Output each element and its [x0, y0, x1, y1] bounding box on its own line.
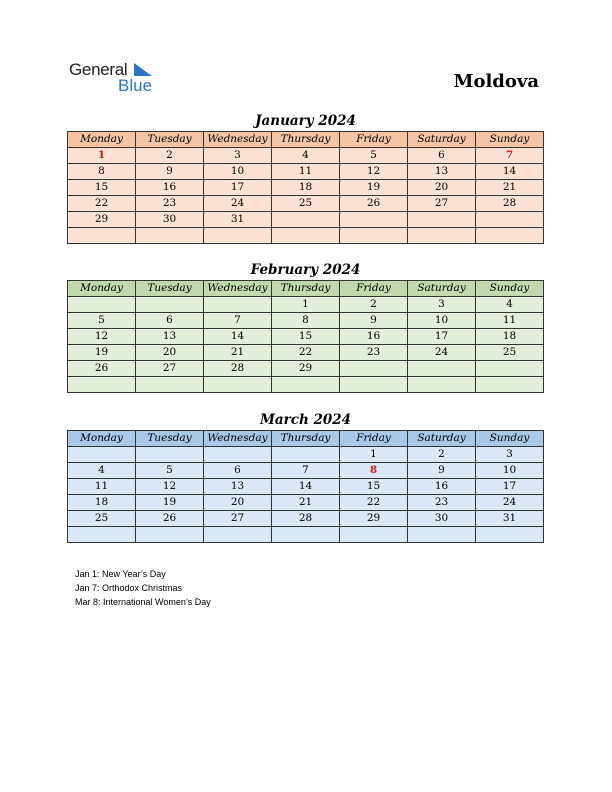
day-cell: 22 — [68, 196, 136, 212]
holiday-note: Mar 8: International Women’s Day — [75, 597, 211, 607]
day-cell: 15 — [340, 479, 408, 495]
day-cell: 10 — [408, 313, 476, 329]
day-cell: 5 — [136, 463, 204, 479]
day-cell: 31 — [204, 212, 272, 228]
day-cell — [68, 447, 136, 463]
day-cell: 29 — [272, 361, 340, 377]
day-cell: 2 — [408, 447, 476, 463]
holiday-note: Jan 1: New Year’s Day — [75, 569, 166, 579]
day-cell — [476, 228, 544, 244]
day-cell — [204, 527, 272, 543]
day-cell: 4 — [272, 148, 340, 164]
weekday-header: Monday — [68, 132, 136, 148]
day-cell: 1 — [340, 447, 408, 463]
day-cell: 18 — [68, 495, 136, 511]
week-row — [68, 377, 544, 393]
day-cell: 7 — [204, 313, 272, 329]
day-cell-holiday: 7 — [476, 148, 544, 164]
day-cell — [68, 297, 136, 313]
day-cell-holiday: 1 — [68, 148, 136, 164]
day-cell: 21 — [272, 495, 340, 511]
day-cell — [136, 527, 204, 543]
day-cell — [408, 361, 476, 377]
day-cell: 20 — [136, 345, 204, 361]
weekday-header: Monday — [68, 431, 136, 447]
week-row — [68, 313, 544, 329]
week-row — [68, 511, 544, 527]
day-cell: 3 — [408, 297, 476, 313]
day-cell: 21 — [204, 345, 272, 361]
day-cell: 31 — [476, 511, 544, 527]
day-cell: 5 — [340, 148, 408, 164]
day-cell — [408, 228, 476, 244]
day-cell — [476, 361, 544, 377]
day-cell — [136, 228, 204, 244]
day-cell: 8 — [68, 164, 136, 180]
day-cell: 18 — [272, 180, 340, 196]
day-cell: 10 — [476, 463, 544, 479]
day-cell — [136, 447, 204, 463]
day-cell: 12 — [68, 329, 136, 345]
month-title: January 2024 — [255, 113, 356, 129]
logo-text-blue: Blue — [118, 76, 153, 95]
day-cell: 23 — [340, 345, 408, 361]
day-cell — [204, 377, 272, 393]
week-row — [68, 361, 544, 377]
day-cell: 28 — [272, 511, 340, 527]
weekday-header: Thursday — [272, 132, 340, 148]
weekday-header: Tuesday — [136, 431, 204, 447]
calendar-table — [67, 131, 544, 244]
day-cell: 25 — [476, 345, 544, 361]
week-row — [68, 479, 544, 495]
month-title: March 2024 — [259, 412, 352, 428]
day-cell: 22 — [340, 495, 408, 511]
day-cell: 22 — [272, 345, 340, 361]
day-cell: 6 — [204, 463, 272, 479]
weekday-header: Friday — [340, 281, 408, 297]
holiday-list — [75, 567, 211, 609]
day-cell: 21 — [476, 180, 544, 196]
week-row — [68, 196, 544, 212]
day-cell — [340, 527, 408, 543]
day-cell — [204, 447, 272, 463]
day-cell: 17 — [408, 329, 476, 345]
day-cell: 28 — [476, 196, 544, 212]
weekday-header: Wednesday — [204, 281, 272, 297]
day-cell: 30 — [408, 511, 476, 527]
day-cell: 14 — [476, 164, 544, 180]
day-cell: 8 — [272, 313, 340, 329]
month-february — [67, 260, 544, 393]
week-row — [68, 148, 544, 164]
week-row — [68, 527, 544, 543]
day-cell: 11 — [272, 164, 340, 180]
week-row — [68, 495, 544, 511]
day-cell: 11 — [476, 313, 544, 329]
day-cell: 24 — [476, 495, 544, 511]
day-cell: 17 — [476, 479, 544, 495]
day-cell: 3 — [204, 148, 272, 164]
calendar-table — [67, 280, 544, 393]
day-cell — [408, 377, 476, 393]
day-cell: 26 — [68, 361, 136, 377]
week-row — [68, 180, 544, 196]
day-cell: 19 — [68, 345, 136, 361]
day-cell: 24 — [408, 345, 476, 361]
day-cell: 16 — [408, 479, 476, 495]
weekday-header-row — [68, 132, 544, 148]
day-cell: 30 — [136, 212, 204, 228]
day-cell: 11 — [68, 479, 136, 495]
logo-text-general: General — [69, 60, 128, 79]
weekday-header-row — [68, 281, 544, 297]
week-row — [68, 297, 544, 313]
day-cell: 9 — [408, 463, 476, 479]
day-cell — [272, 228, 340, 244]
day-cell — [340, 212, 408, 228]
generalblue-logo — [69, 60, 169, 96]
week-row — [68, 212, 544, 228]
day-cell: 27 — [136, 361, 204, 377]
weekday-header-row — [68, 431, 544, 447]
day-cell: 20 — [204, 495, 272, 511]
day-cell: 12 — [136, 479, 204, 495]
weekday-header: Wednesday — [204, 431, 272, 447]
day-cell-holiday: 8 — [340, 463, 408, 479]
country-title: Moldova — [453, 71, 539, 92]
holiday-note: Jan 7: Orthodox Christmas — [75, 583, 183, 593]
weekday-header: Friday — [340, 431, 408, 447]
day-cell: 19 — [340, 180, 408, 196]
day-cell — [340, 377, 408, 393]
logo-triangle-icon — [134, 63, 154, 77]
day-cell — [408, 212, 476, 228]
day-cell — [272, 527, 340, 543]
day-cell: 25 — [272, 196, 340, 212]
weekday-header: Thursday — [272, 281, 340, 297]
day-cell: 13 — [204, 479, 272, 495]
day-cell — [68, 228, 136, 244]
day-cell — [476, 527, 544, 543]
day-cell: 27 — [204, 511, 272, 527]
weekday-header: Monday — [68, 281, 136, 297]
weekday-header: Sunday — [476, 431, 544, 447]
day-cell — [136, 377, 204, 393]
day-cell: 6 — [408, 148, 476, 164]
day-cell: 23 — [136, 196, 204, 212]
day-cell: 12 — [340, 164, 408, 180]
day-cell: 6 — [136, 313, 204, 329]
day-cell: 9 — [340, 313, 408, 329]
day-cell: 14 — [204, 329, 272, 345]
weekday-header: Tuesday — [136, 281, 204, 297]
day-cell — [340, 361, 408, 377]
week-row — [68, 164, 544, 180]
weekday-header: Sunday — [476, 281, 544, 297]
weekday-header: Wednesday — [204, 132, 272, 148]
day-cell: 3 — [476, 447, 544, 463]
week-row — [68, 345, 544, 361]
day-cell: 26 — [340, 196, 408, 212]
day-cell: 27 — [408, 196, 476, 212]
weekday-header: Saturday — [408, 431, 476, 447]
day-cell: 16 — [136, 180, 204, 196]
day-cell: 17 — [204, 180, 272, 196]
weekday-header: Friday — [340, 132, 408, 148]
day-cell: 2 — [340, 297, 408, 313]
day-cell: 24 — [204, 196, 272, 212]
day-cell: 19 — [136, 495, 204, 511]
month-january — [67, 111, 544, 244]
day-cell: 4 — [476, 297, 544, 313]
week-row — [68, 447, 544, 463]
day-cell: 2 — [136, 148, 204, 164]
day-cell — [68, 527, 136, 543]
day-cell: 13 — [136, 329, 204, 345]
weekday-header: Saturday — [408, 281, 476, 297]
day-cell — [476, 377, 544, 393]
week-row — [68, 228, 544, 244]
day-cell: 9 — [136, 164, 204, 180]
day-cell: 28 — [204, 361, 272, 377]
day-cell: 5 — [68, 313, 136, 329]
day-cell — [408, 527, 476, 543]
week-row — [68, 329, 544, 345]
day-cell — [272, 212, 340, 228]
week-row — [68, 463, 544, 479]
weekday-header: Sunday — [476, 132, 544, 148]
weekday-header: Thursday — [272, 431, 340, 447]
weekday-header: Tuesday — [136, 132, 204, 148]
day-cell: 16 — [340, 329, 408, 345]
day-cell — [136, 297, 204, 313]
day-cell — [340, 228, 408, 244]
calendar-table — [67, 430, 544, 543]
day-cell: 20 — [408, 180, 476, 196]
day-cell — [204, 297, 272, 313]
day-cell — [204, 228, 272, 244]
day-cell: 25 — [68, 511, 136, 527]
day-cell: 29 — [68, 212, 136, 228]
day-cell: 29 — [340, 511, 408, 527]
day-cell: 15 — [68, 180, 136, 196]
day-cell: 13 — [408, 164, 476, 180]
day-cell: 26 — [136, 511, 204, 527]
day-cell: 18 — [476, 329, 544, 345]
day-cell — [272, 447, 340, 463]
day-cell: 23 — [408, 495, 476, 511]
month-march — [67, 410, 544, 543]
weekday-header: Saturday — [408, 132, 476, 148]
day-cell: 10 — [204, 164, 272, 180]
day-cell: 7 — [272, 463, 340, 479]
day-cell: 14 — [272, 479, 340, 495]
day-cell: 15 — [272, 329, 340, 345]
day-cell — [476, 212, 544, 228]
day-cell — [272, 377, 340, 393]
month-title: February 2024 — [250, 262, 361, 278]
day-cell: 4 — [68, 463, 136, 479]
day-cell — [68, 377, 136, 393]
day-cell: 1 — [272, 297, 340, 313]
